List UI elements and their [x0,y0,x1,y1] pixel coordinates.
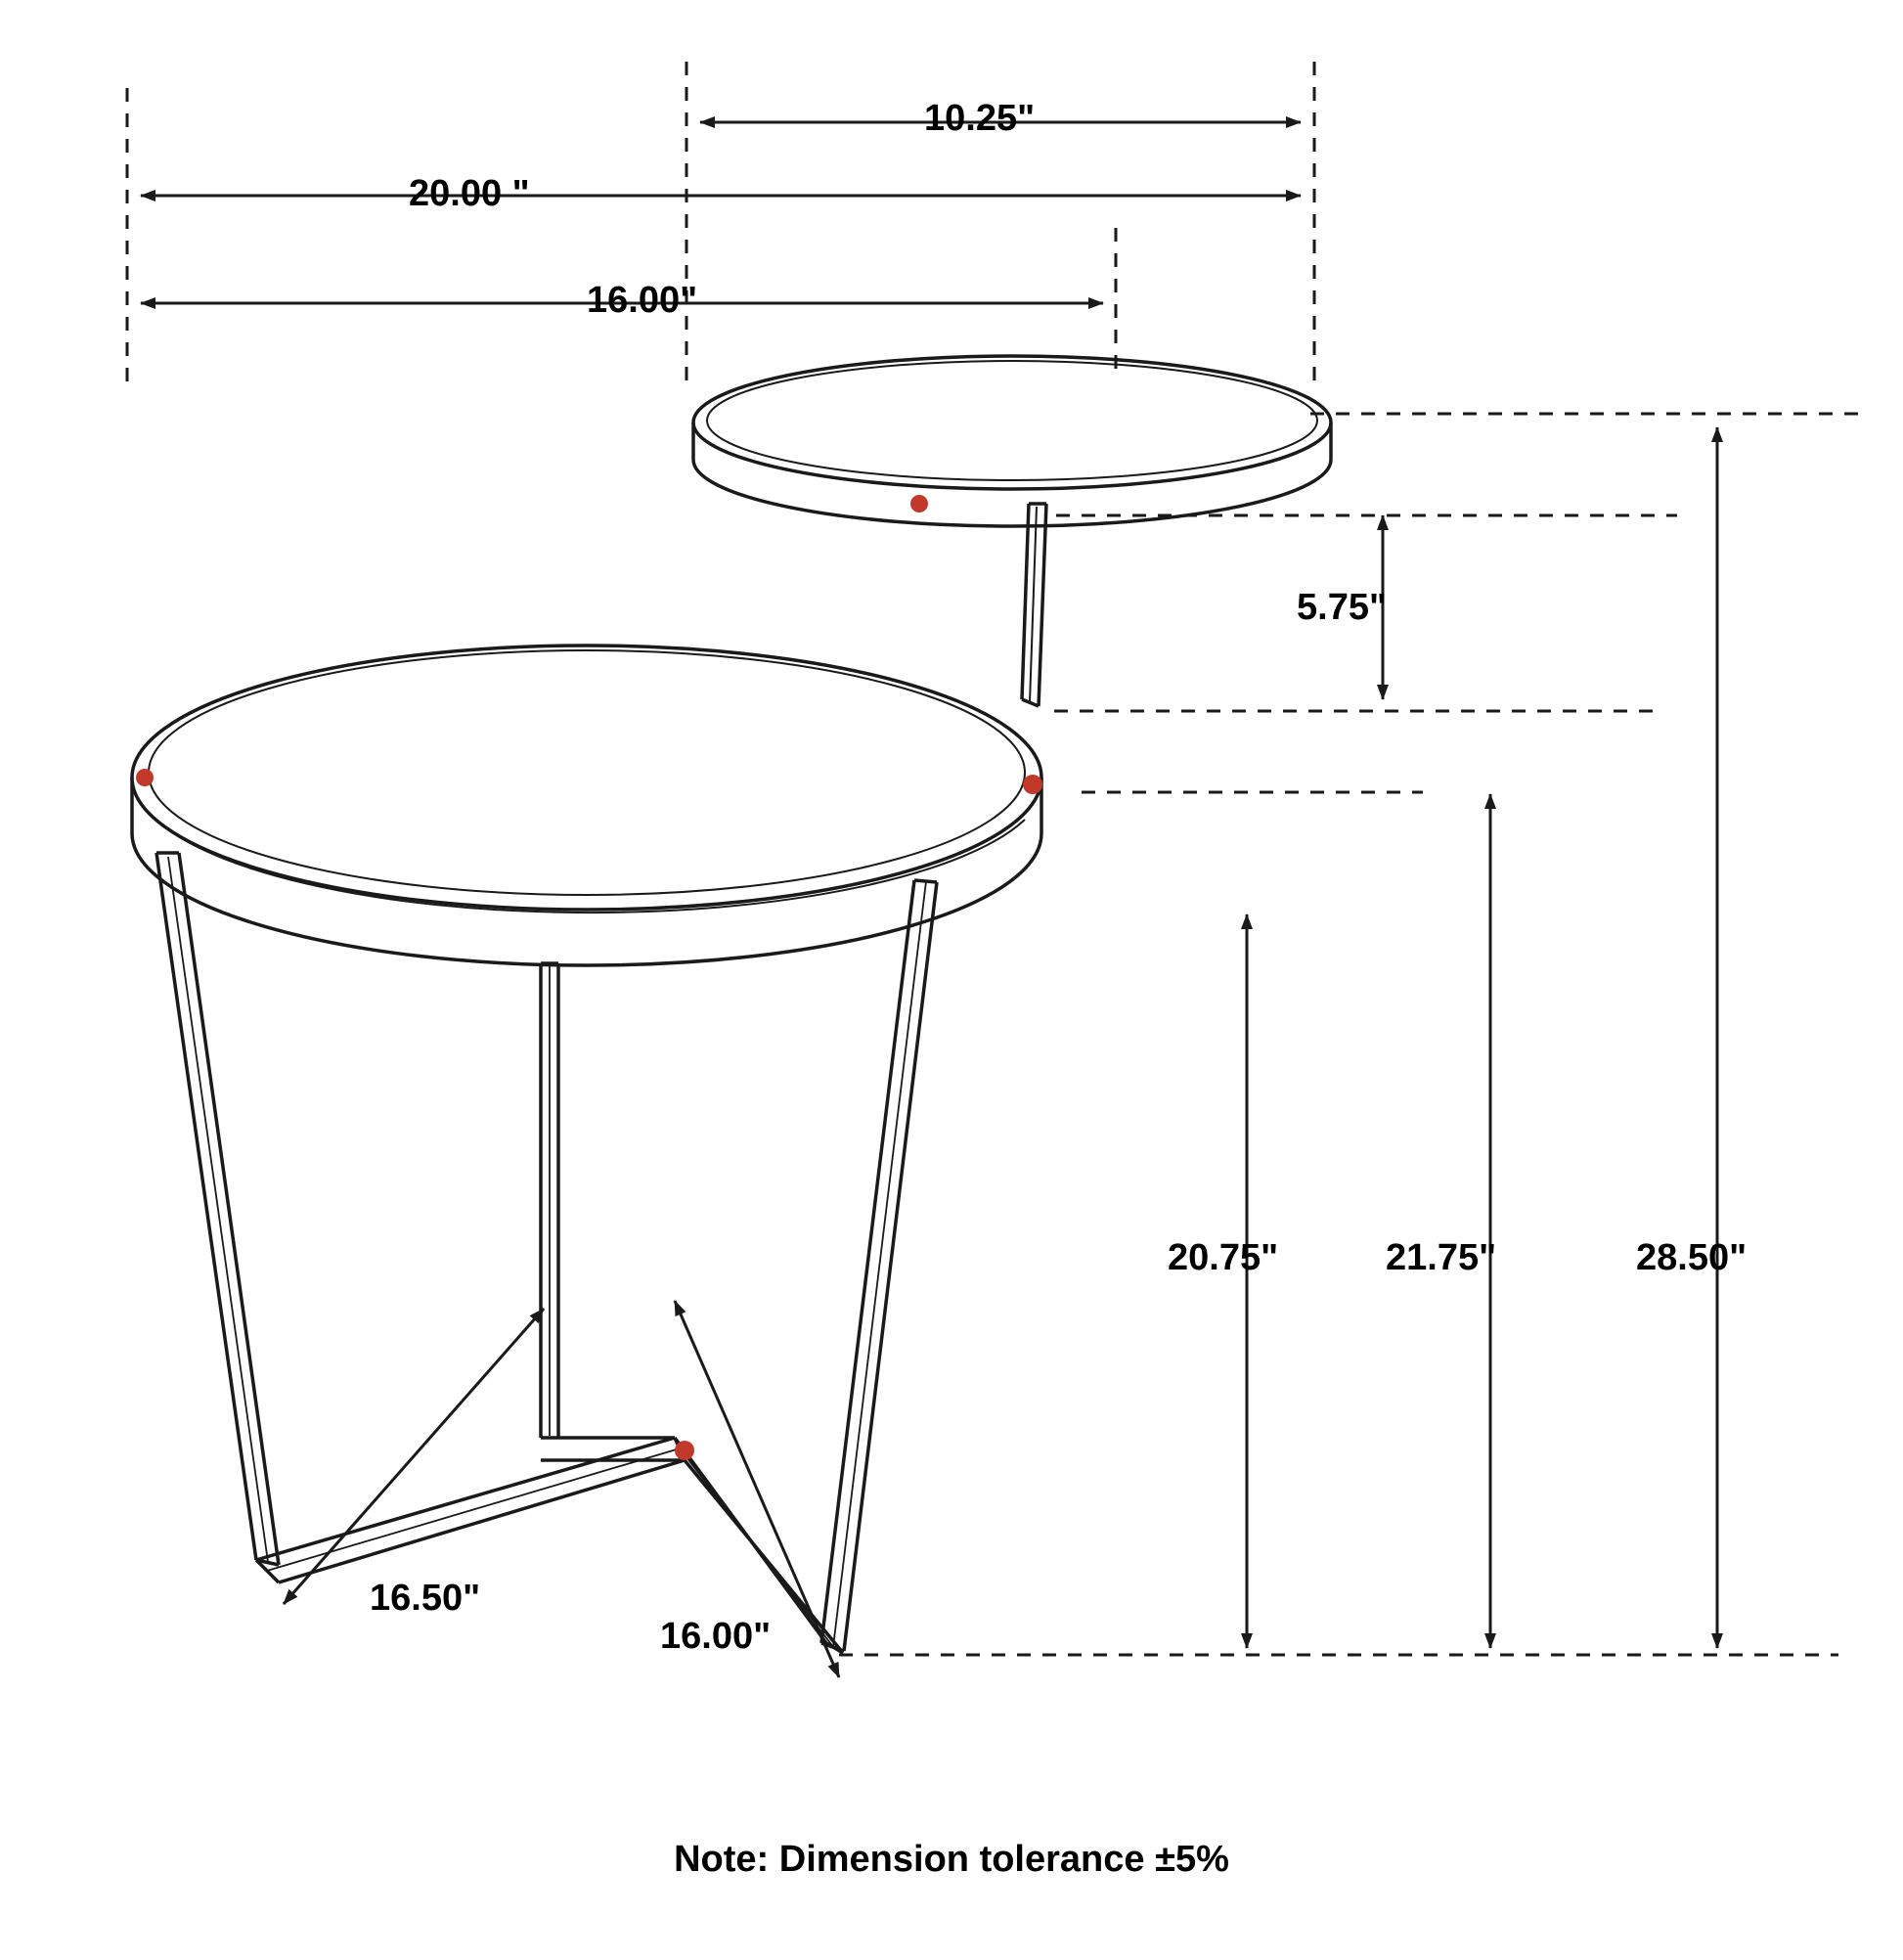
dim-label-overall-height: 28.50" [1636,1237,1748,1278]
dim-label-main-surface-height: 21.75" [1386,1237,1497,1278]
dim-label-lower-top-height: 20.75" [1168,1237,1279,1278]
dim-label-shelf-gap-height: 5.75" [1297,587,1387,628]
base-leg-right [821,880,937,1651]
dim-label-base-width: 16.00" [660,1616,772,1657]
joint-markers [136,495,1042,1460]
base-leg-left [156,853,279,1565]
dim-line-16-50 [284,1309,544,1604]
dim-label-main-top-diameter: 16.00" [587,280,698,321]
tolerance-note: Note: Dimension tolerance ±5% [674,1839,1229,1880]
witness-lines-vertical [127,62,1314,391]
main-table-top [132,646,1041,965]
upper-shelf [693,356,1331,526]
dim-label-overall-width: 20.00 " [409,173,530,214]
dim-label-base-depth: 16.50" [370,1578,481,1619]
support-post [1022,504,1046,706]
base-leg-center [541,963,558,1438]
dim-label-top-shelf-width: 10.25" [924,98,1036,139]
